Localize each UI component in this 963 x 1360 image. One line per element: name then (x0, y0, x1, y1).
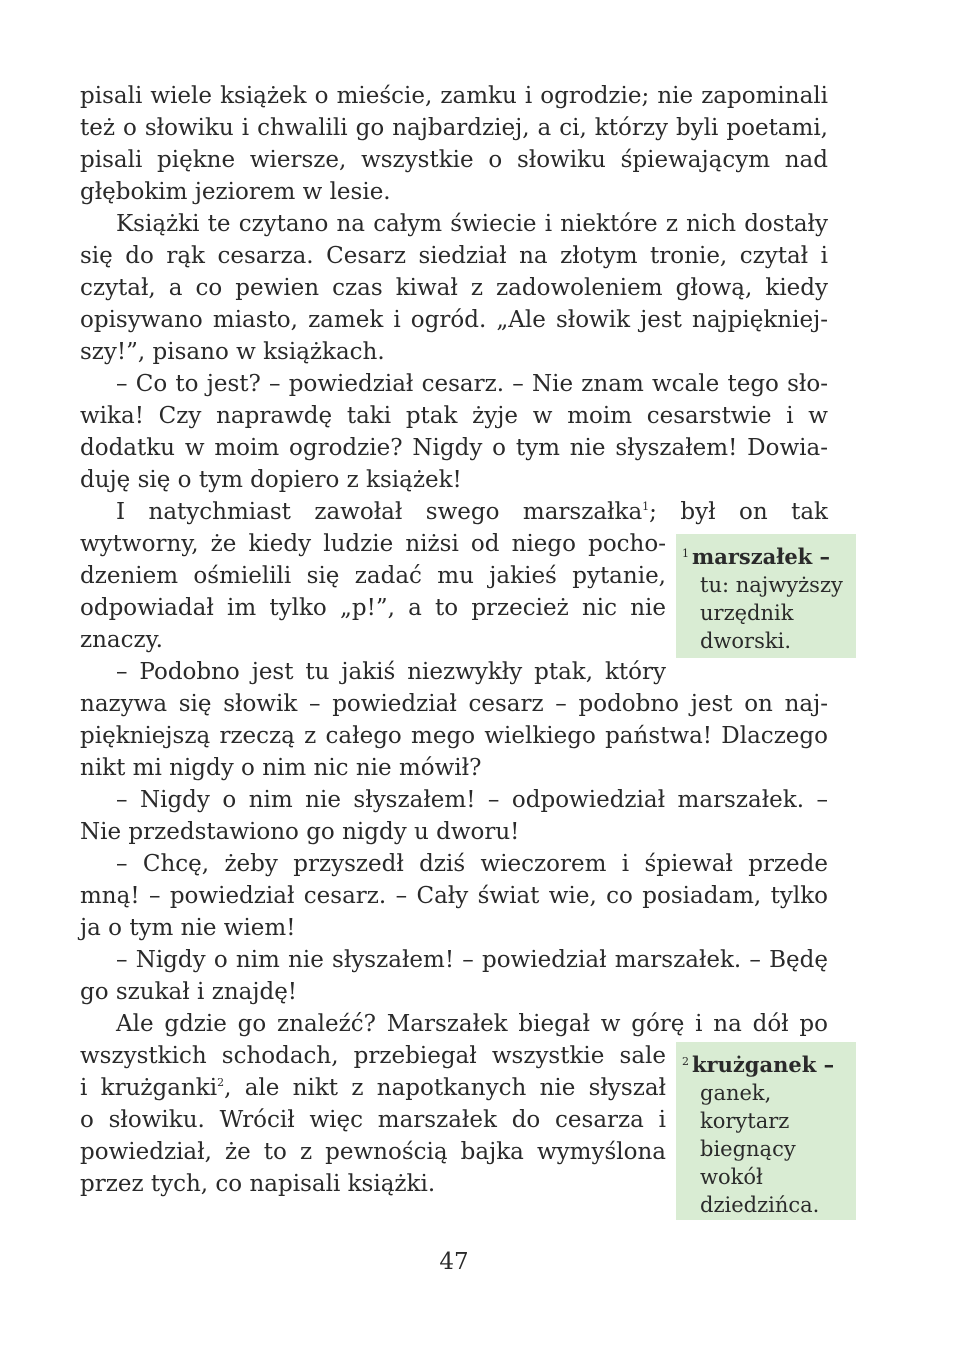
text-line: o słowiku. Wrócił więc marszałek do cesarza i (80, 1107, 666, 1133)
footnote-line: ganek, (700, 1081, 772, 1105)
footnote-box (676, 534, 856, 658)
text-line: odpowiadał im tylko „p!”, a to przecież nic nie (80, 595, 666, 621)
text-line: pisali piękne wiersze, wszystkie o słowiku śpiewającym nad (80, 147, 828, 173)
footnote-ref: 2 (217, 1076, 225, 1089)
footnote-term: krużganek – (692, 1052, 835, 1077)
text-line: ja o tym nie wiem! (80, 915, 296, 941)
text-line: dodatku w moim ogrodzie? Nigdy o tym nie słyszałem! Dowia- (80, 435, 828, 461)
text-line: piękniejszą rzeczą z całego mego wielkiego państwa! Dlaczego (80, 723, 828, 749)
footnote-line: dworski. (700, 629, 791, 653)
text-line: Nie przedstawiono go nigdy u dworu! (80, 819, 520, 845)
footnote-term: marszałek – (692, 544, 831, 569)
text-line: go szukał i znajdę! (80, 979, 298, 1005)
footnote-line: tu: najwyższy (700, 573, 843, 597)
footnote-term-line (676, 1048, 856, 1079)
text-line: – Co to jest? – powiedział cesarz. – Nie znam wcale tego sło- (116, 371, 828, 397)
text-line: szy!”, pisano w książkach. (80, 339, 385, 365)
text-line: – Nigdy o nim nie słyszałem! – powiedział marszałek. – Będę (116, 947, 828, 973)
footnote-line: wokół (700, 1165, 763, 1189)
footnote-line: biegnący (700, 1137, 796, 1161)
footnote-number: 2 (682, 1055, 689, 1068)
text-span: ; był on tak (649, 499, 828, 525)
text-line: nazywa się słowik – powiedział cesarz – podobno jest on naj- (80, 691, 828, 717)
footnote-term-line (676, 540, 856, 571)
text-line: dzeniem ośmielili się zadać mu jakieś pytanie, (80, 563, 666, 589)
text-line: nikt mi nigdy o nim nic nie mówił? (80, 755, 482, 781)
text-line: wszystkich schodach, przebiegał wszystkie sale (80, 1043, 666, 1069)
text-span: , ale nikt z napotkanych nie słyszał (224, 1075, 667, 1101)
text-line: wytworny, że kiedy ludzie niżsi od niego pocho- (80, 531, 666, 557)
text-line: powiedział, że to z pewnością bajka wymyślona (80, 1139, 666, 1165)
text-line (80, 496, 828, 528)
text-span: I natychmiast zawołał swego marszałka (116, 499, 643, 525)
text-line: Książki te czytano na całym świecie i niektóre z nich dostały (116, 211, 828, 237)
text-line: opisywano miasto, zamek i ogród. „Ale słowik jest najpiękniej- (80, 307, 828, 333)
text-line: mną! – powiedział cesarz. – Cały świat wie, co posiadam, tylko (80, 883, 828, 909)
text-line: – Podobno jest tu jakiś niezwykły ptak, który (116, 659, 666, 685)
footnote-box (676, 1042, 856, 1220)
text-line: wika! Czy naprawdę taki ptak żyje w moim cesarstwie i w (80, 403, 828, 429)
text-line: też o słowiku i chwalili go najbardziej, a ci, którzy byli poetami, (80, 115, 828, 141)
text-span: i krużganki (80, 1075, 218, 1101)
text-line: duję się o tym dopiero z książek! (80, 467, 462, 493)
footnote-line: dziedzińca. (700, 1193, 820, 1217)
text-line: przez tych, co napisali książki. (80, 1171, 436, 1197)
text-line: Ale gdzie go znaleźć? Marszałek biegał w górę i na dół po (116, 1011, 828, 1037)
footnote-ref: 1 (642, 500, 650, 513)
footnote-line: korytarz (700, 1109, 790, 1133)
footnote-line: urzędnik (700, 601, 794, 625)
text-line: – Nigdy o nim nie słyszałem! – odpowiedział marszałek. – (116, 787, 828, 813)
text-line: czytał, a co pewien czas kiwał z zadowoleniem głową, kiedy (80, 275, 828, 301)
text-line: znaczy. (80, 627, 163, 653)
text-line: głębokim jeziorem w lesie. (80, 179, 391, 205)
text-line: pisali wiele książek o mieście, zamku i ogrodzie; nie zapominali (80, 83, 828, 109)
text-line (80, 1072, 666, 1104)
footnote-number: 1 (682, 547, 689, 560)
text-line: się do rąk cesarza. Cesarz siedział na złotym tronie, czytał i (80, 243, 828, 269)
page-number: 47 (439, 1249, 469, 1275)
text-line: – Chcę, żeby przyszedł dziś wieczorem i śpiewał przede (116, 851, 828, 877)
